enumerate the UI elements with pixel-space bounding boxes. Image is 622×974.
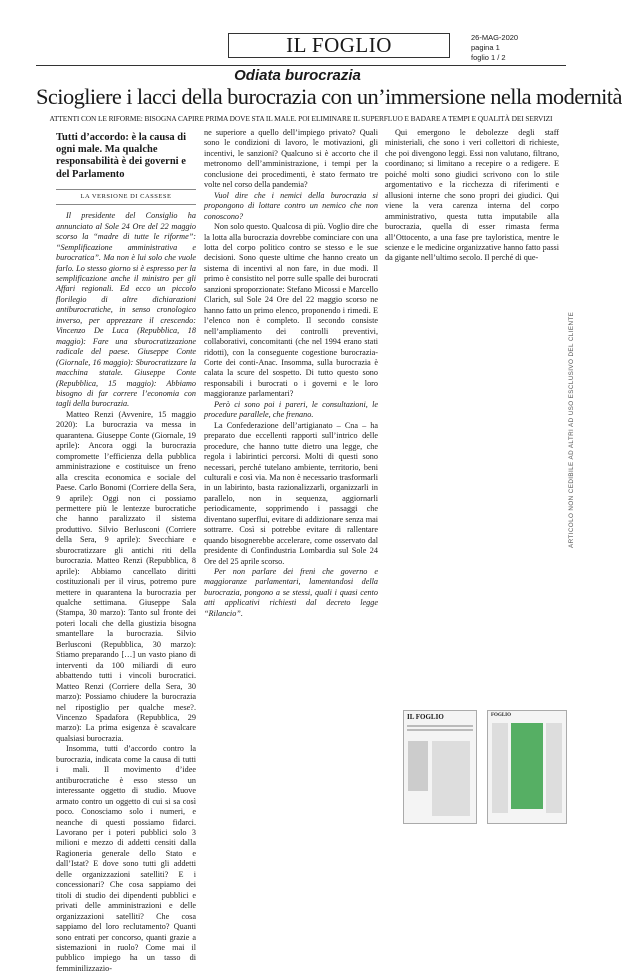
- article-column-1: [56, 132, 196, 973]
- article-headline: Sciogliere i lacci della burocrazia con un’immersione nella modernità: [36, 84, 622, 109]
- article-byline: LA VERSIONE DI CASSESE: [56, 189, 196, 205]
- meta-sheet: foglio 1 / 2: [471, 53, 506, 62]
- article-lead: Tutti d’accordo: è la causa di ogni male. Ma qualche responsabilità è dei governi e del Parlamento: [56, 132, 186, 180]
- masthead-title: IL FOGLIO: [286, 33, 392, 57]
- thumbnail-line: [407, 729, 473, 731]
- thumbnail-image: [408, 741, 428, 791]
- paragraph: Insomma, tutti d’accordo contro la burocrazia, indicata come la causa di tutti i mali. Il movimento d’idee antiburocratiche è esso stesso un interessante oggetto di studio. Muove armato contro un oggetto di cui si sa così poco. Conosciamo solo i numeri, e neanche di questi possiamo fidarci. Lavorano per i poteri pubblici solo 3 milioni e mezzo di addetti censiti dalla Ragioneria generale dello Stato e dall’Istat? E dove sono tutti gli addetti delle organizzazioni satelliti? E i concessionari? Che cosa sappiamo dei titoli di studio dei dipendenti pubblici e privati delle amministrazioni e delle organizzazioni satelliti? Che cosa sappiamo del loro reclutamento? Quanti sono entrati per concorso, quanti grazie a sistemazioni in ruolo? Come mai il pubblico impiego ha un tasso di femminilizzazio-: [56, 744, 196, 973]
- copyright-notice: ARTICOLO NON CEDIBILE AD ALTRI AD USO ESCLUSIVO DEL CLIENTE: [568, 311, 575, 549]
- thumbnail-label: FOGLIO: [491, 713, 512, 718]
- thumbnail-line: [407, 725, 473, 727]
- article-subtitle: ATTENTI CON LE RIFORME: BISOGNA CAPIRE PRIMA DOVE STA IL MALE. POI ELIMINARE IL SUPERFLUO E BADARE A TEMPI E QUALITÀ DEI SERVIZI: [49, 114, 553, 123]
- page-thumbnail: [487, 710, 567, 824]
- article-column-3: [385, 128, 559, 706]
- section-divider: [36, 65, 566, 66]
- article-column-2: [204, 128, 378, 842]
- article-kicker: Odiata burocrazia: [234, 67, 361, 84]
- paragraph: Non solo questo. Qualcosa di più. Voglio dire che la lotta alla burocrazia dovrebbe cominciare con una lotta del corpo politico contro se stesso e le sue decisioni. Sono queste ultime che hanno creato un sistema di incentivi al non fare, in due modi. Il primo è consistito nel porre sulle spalle dei burocrati sanzioni sproporzionate: Stefano Micossi e Marcello Clarich, sul Sole 24 Ore del 22 maggio scorso ne hanno fatto un primo elenco, proponendo i rimedi. E l’elenco non è completo. Il secondo consiste nell’ampliamento dei controlli preventivi, collaborativi, concomitanti (che nel 1994 erano stati ridotti), con la conseguente cogestione burocrazia-Corte dei conti-Anac. Insomma, sulla burocrazia è calata la scure del sospetto. Di tutto questo sono responsabili i burocrati o i governi e le loro maggioranze parlamentari?: [204, 222, 378, 399]
- meta-date: 26-MAG-2020: [471, 33, 519, 42]
- paragraph: Il presidente del Consiglio ha annunciato al Sole 24 Ore del 22 maggio scorso la “madre di tutte le riforme”: “Semplificazione amministrativa e burocratica”. Ma non è lui solo che vuole farlo. Lo stesso giorno si è espresso per la semplificazione anche il ministro per gli Affari regionali. Ed ecco un piccolo florilegio di altre dichiarazioni antiburocratiche, in senso cronologico inverso, per apprezzare il crescendo: Vincenzo De Luca (Repubblica, 18 maggio): Fare una sburocratizzazione radicale del paese. Giuseppe Conte (Giornale, 16 maggio): Sburocratizzare la macchina statale. Giuseppe Conte (Repubblica, 15 maggio): Abbiamo bisogno di far correre l’economia con tagli della burocrazia.: [56, 211, 196, 409]
- thumbnail-text-block: [546, 723, 562, 813]
- newspaper-masthead: [228, 33, 450, 58]
- paragraph: Qui emergono le debolezze degli staff ministeriali, che sono i veri collettori di richieste, che poi divengono leggi. Essi non valutano, filtrano, coordinano; si limitano a recepire o a redigere. E poiché molti sono giudici scrivono con lo stile argomentativo e la ricchezza di riferimenti e allusioni interne che sono propri dei giudici. Qui viene la vera carenza interna del corpo amministrativo, questa tutta imputabile alla burocrazia, quella di esser rimasta ferma all’Ottocento, a una fase pre tayloristica, mentre le scienze e le medicine organizzative hanno fatto passi da gigante nell’ultimo secolo. Il perché di que-: [385, 128, 559, 263]
- paragraph: La Confederazione dell’artigianato – Cna – ha preparato due eccellenti rapporti sull’intrico delle procedure, che hanno tutte dietro una legge, che regola i labirintici percorsi. Molti di questi sono necessari, perché tutelano ambiente, territorio, beni culturali e così via. Ma non è necessario trasformarli in un labirinto, basta razionalizzarli, organizzarli in parallelo, non in sequenza, aggiornarli periodicamente, sopprimendo i passaggi che diventano superflui, evitare di addizionare senza mai sottrarre. Così si potrebbe evitare di rallentare quando bisognerebbe accelerare, come osservato dal presidente di Confindustria Lombardia sul Sole 24 Ore del 25 aprile scorso.: [204, 420, 378, 566]
- paragraph: ne superiore a quello dell’impiego privato? Quali sono le condizioni di lavoro, le motivazioni, gli incentivi, le sanzioni? Qualcuno si è accorto che il metronomo dell’amministrazione, i tempi per la conclusione dei procedimenti, è stato fermato tre volte nel corso della pandemia?: [204, 128, 378, 190]
- clipping-meta: [471, 33, 518, 63]
- thumbnail-label: IL FOGLIO: [407, 713, 444, 721]
- paragraph: Matteo Renzi (Avvenire, 15 maggio 2020): La burocrazia va messa in quarantena. Giuseppe Conte (Giornale, 19 aprile): Ancora oggi la burocrazia compromette l’efficienza della pubblica amministrazione e costituisce un freno alla crescita economica e sociale del Paese. Carlo Bonomi (Corriere della Sera, 9 aprile): Oggi non ci possiamo permettere più le lentezze burocratiche che hanno paralizzato il sistema produttivo. Silvio Berlusconi (Corriere della Sera, 9 aprile): Svecchiare e sburocratizzare gli antichi riti della burocrazia. Matteo Renzi (Repubblica, 8 aprile): Abbiamo cancellato diritti costituzionali per il virus, potremo pure mettere in quarantena la burocrazia per qualche settimana. Giuseppe Sala (Stampa, 30 marzo): Tanto sul fronte dei poteri locali che della giustizia bisogna smantellare la burocrazia. Silvio Berlusconi (Repubblica, 30 marzo): Stiamo preparando […] un vasto piano di interventi da 100 miliardi di euro abbattendo tutti i vincoli burocratici. Matteo Renzi (Corriere della Sera, 30 marzo): Possiamo chiudere la burocrazia nel ripostiglio per qualche mese?. Vincenzo Spadafora (Repubblica, 29 marzo): La prima esigenza è scavalcare qualsiasi burocrazia.: [56, 409, 196, 743]
- paragraph: Per non parlare dei freni che governo e maggioranze parlamentari, lamentandosi della burocrazia, pongono a se stessi, quali i quasi cento atti applicativi richiesti dal decreto legge “Rilancio”.: [204, 567, 378, 618]
- paragraph: Vuol dire che i nemici della burocrazia si propongono di lottare contro un nemico che non conoscono?: [204, 190, 378, 221]
- page-thumbnail: [403, 710, 477, 824]
- thumbnail-text-block: [432, 741, 470, 816]
- paragraph: Però ci sono poi i pareri, le consultazioni, le procedure parallele, che frenano.: [204, 399, 378, 420]
- thumbnail-highlight: [511, 723, 543, 809]
- meta-page: pagina 1: [471, 43, 500, 52]
- thumbnail-text-block: [492, 723, 508, 813]
